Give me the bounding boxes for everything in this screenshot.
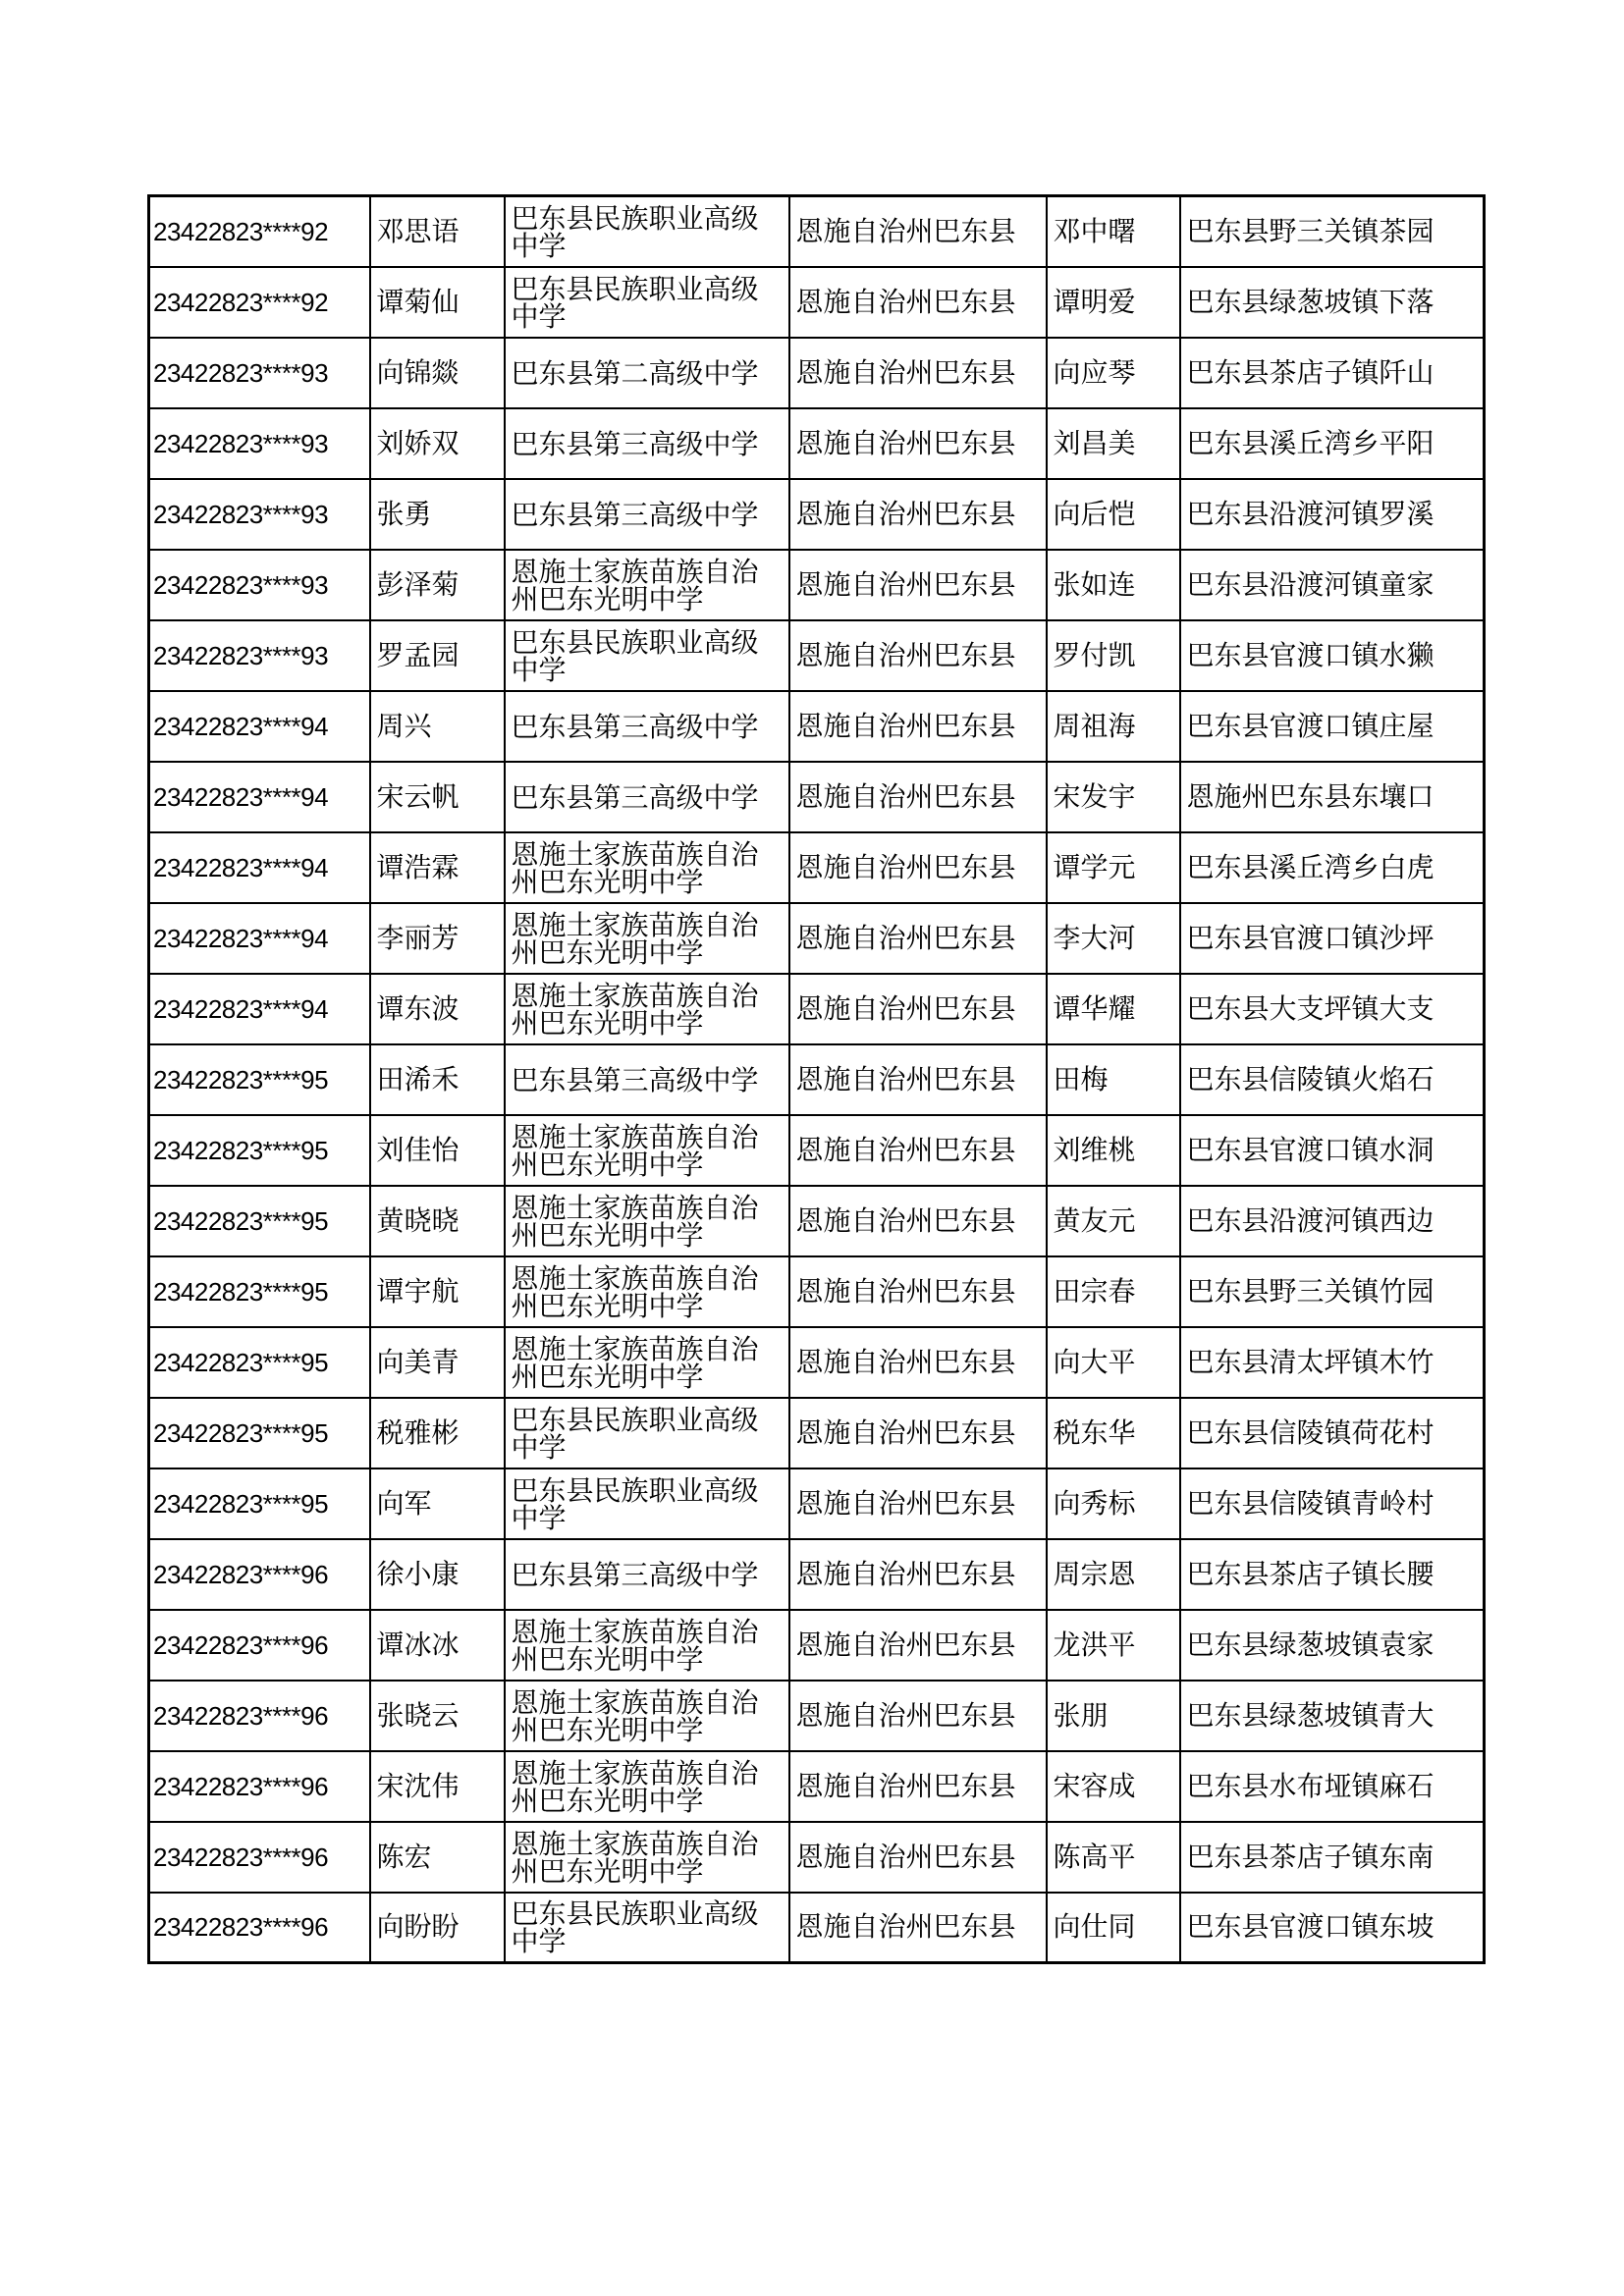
guardian-name-cell: 邓中曙	[1047, 196, 1180, 267]
student-name-cell: 陈宏	[370, 1822, 505, 1893]
address-cell: 巴东县沿渡河镇西边	[1180, 1186, 1485, 1256]
table-row	[149, 1468, 1485, 1539]
student-name-cell: 向盼盼	[370, 1893, 505, 1963]
region-cell: 恩施自治州巴东县	[789, 1822, 1047, 1893]
student-name-cell: 向锦燚	[370, 338, 505, 408]
table-row	[149, 620, 1485, 691]
address-cell: 巴东县沿渡河镇童家	[1180, 550, 1485, 620]
table-row	[149, 691, 1485, 762]
roster-table	[147, 194, 1486, 1964]
region-cell: 恩施自治州巴东县	[789, 1186, 1047, 1256]
address-cell: 巴东县官渡口镇庄屋	[1180, 691, 1485, 762]
id-cell: 23422823****93	[149, 408, 370, 479]
guardian-name-cell: 罗付凯	[1047, 620, 1180, 691]
guardian-name-cell: 田宗春	[1047, 1256, 1180, 1327]
student-name-cell: 李丽芳	[370, 903, 505, 974]
guardian-name-cell: 向秀标	[1047, 1468, 1180, 1539]
guardian-name-cell: 田梅	[1047, 1044, 1180, 1115]
region-cell: 恩施自治州巴东县	[789, 620, 1047, 691]
guardian-name-cell: 谭华耀	[1047, 974, 1180, 1044]
student-name-cell: 宋云帆	[370, 762, 505, 832]
address-cell: 巴东县沿渡河镇罗溪	[1180, 479, 1485, 550]
school-cell: 恩施土家族苗族自治州巴东光明中学	[505, 1186, 789, 1256]
table-row	[149, 903, 1485, 974]
id-cell: 23422823****96	[149, 1681, 370, 1751]
student-name-cell: 向美青	[370, 1327, 505, 1398]
school-cell: 恩施土家族苗族自治州巴东光明中学	[505, 903, 789, 974]
guardian-name-cell: 向大平	[1047, 1327, 1180, 1398]
student-name-cell: 税雅彬	[370, 1398, 505, 1468]
student-name-cell: 谭菊仙	[370, 267, 505, 338]
student-name-cell: 田浠禾	[370, 1044, 505, 1115]
id-cell: 23422823****93	[149, 620, 370, 691]
table-row	[149, 974, 1485, 1044]
student-name-cell: 周兴	[370, 691, 505, 762]
table-row	[149, 1751, 1485, 1822]
id-cell: 23422823****93	[149, 338, 370, 408]
table-row	[149, 1610, 1485, 1681]
student-name-cell: 黄晓晓	[370, 1186, 505, 1256]
region-cell: 恩施自治州巴东县	[789, 196, 1047, 267]
guardian-name-cell: 陈高平	[1047, 1822, 1180, 1893]
id-cell: 23422823****95	[149, 1398, 370, 1468]
school-cell: 恩施土家族苗族自治州巴东光明中学	[505, 550, 789, 620]
region-cell: 恩施自治州巴东县	[789, 267, 1047, 338]
address-cell: 巴东县信陵镇荷花村	[1180, 1398, 1485, 1468]
school-cell: 巴东县民族职业高级中学	[505, 1893, 789, 1963]
school-cell: 恩施土家族苗族自治州巴东光明中学	[505, 974, 789, 1044]
address-cell: 巴东县官渡口镇水洞	[1180, 1115, 1485, 1186]
region-cell: 恩施自治州巴东县	[789, 1751, 1047, 1822]
guardian-name-cell: 张如连	[1047, 550, 1180, 620]
guardian-name-cell: 周祖海	[1047, 691, 1180, 762]
table-row	[149, 550, 1485, 620]
student-name-cell: 谭冰冰	[370, 1610, 505, 1681]
address-cell: 巴东县信陵镇青岭村	[1180, 1468, 1485, 1539]
school-cell: 恩施土家族苗族自治州巴东光明中学	[505, 1681, 789, 1751]
school-cell: 巴东县民族职业高级中学	[505, 267, 789, 338]
table-row	[149, 762, 1485, 832]
guardian-name-cell: 税东华	[1047, 1398, 1180, 1468]
id-cell: 23422823****94	[149, 903, 370, 974]
id-cell: 23422823****96	[149, 1822, 370, 1893]
id-cell: 23422823****96	[149, 1751, 370, 1822]
school-cell: 巴东县民族职业高级中学	[505, 1398, 789, 1468]
region-cell: 恩施自治州巴东县	[789, 1610, 1047, 1681]
address-cell: 巴东县茶店子镇阡山	[1180, 338, 1485, 408]
table-row	[149, 1822, 1485, 1893]
region-cell: 恩施自治州巴东县	[789, 1256, 1047, 1327]
id-cell: 23422823****93	[149, 550, 370, 620]
id-cell: 23422823****92	[149, 196, 370, 267]
guardian-name-cell: 谭学元	[1047, 832, 1180, 903]
school-cell: 巴东县第三高级中学	[505, 1539, 789, 1610]
address-cell: 巴东县野三关镇茶园	[1180, 196, 1485, 267]
region-cell: 恩施自治州巴东县	[789, 1044, 1047, 1115]
table-row	[149, 1256, 1485, 1327]
region-cell: 恩施自治州巴东县	[789, 691, 1047, 762]
school-cell: 巴东县第二高级中学	[505, 338, 789, 408]
guardian-name-cell: 宋发宇	[1047, 762, 1180, 832]
table-row	[149, 408, 1485, 479]
table-row	[149, 1398, 1485, 1468]
school-cell: 恩施土家族苗族自治州巴东光明中学	[505, 1610, 789, 1681]
region-cell: 恩施自治州巴东县	[789, 1893, 1047, 1963]
address-cell: 巴东县绿葱坡镇袁家	[1180, 1610, 1485, 1681]
school-cell: 恩施土家族苗族自治州巴东光明中学	[505, 1256, 789, 1327]
address-cell: 恩施州巴东县东壤口	[1180, 762, 1485, 832]
table-row	[149, 832, 1485, 903]
student-name-cell: 刘娇双	[370, 408, 505, 479]
id-cell: 23422823****96	[149, 1610, 370, 1681]
school-cell: 恩施土家族苗族自治州巴东光明中学	[505, 1327, 789, 1398]
address-cell: 巴东县信陵镇火焰石	[1180, 1044, 1485, 1115]
guardian-name-cell: 向仕同	[1047, 1893, 1180, 1963]
address-cell: 巴东县野三关镇竹园	[1180, 1256, 1485, 1327]
id-cell: 23422823****95	[149, 1468, 370, 1539]
address-cell: 巴东县水布垭镇麻石	[1180, 1751, 1485, 1822]
region-cell: 恩施自治州巴东县	[789, 338, 1047, 408]
address-cell: 巴东县清太坪镇木竹	[1180, 1327, 1485, 1398]
region-cell: 恩施自治州巴东县	[789, 1398, 1047, 1468]
school-cell: 巴东县第三高级中学	[505, 762, 789, 832]
school-cell: 恩施土家族苗族自治州巴东光明中学	[505, 832, 789, 903]
table-row	[149, 267, 1485, 338]
region-cell: 恩施自治州巴东县	[789, 1539, 1047, 1610]
table-row	[149, 1327, 1485, 1398]
student-name-cell: 向军	[370, 1468, 505, 1539]
address-cell: 巴东县官渡口镇东坡	[1180, 1893, 1485, 1963]
table-row	[149, 1539, 1485, 1610]
student-name-cell: 张晓云	[370, 1681, 505, 1751]
student-name-cell: 谭东波	[370, 974, 505, 1044]
region-cell: 恩施自治州巴东县	[789, 1468, 1047, 1539]
guardian-name-cell: 刘昌美	[1047, 408, 1180, 479]
guardian-name-cell: 龙洪平	[1047, 1610, 1180, 1681]
region-cell: 恩施自治州巴东县	[789, 1681, 1047, 1751]
id-cell: 23422823****96	[149, 1539, 370, 1610]
address-cell: 巴东县官渡口镇沙坪	[1180, 903, 1485, 974]
id-cell: 23422823****93	[149, 479, 370, 550]
table-row	[149, 338, 1485, 408]
address-cell: 巴东县官渡口镇水獭	[1180, 620, 1485, 691]
school-cell: 巴东县第三高级中学	[505, 1044, 789, 1115]
school-cell: 巴东县第三高级中学	[505, 691, 789, 762]
region-cell: 恩施自治州巴东县	[789, 479, 1047, 550]
guardian-name-cell: 张朋	[1047, 1681, 1180, 1751]
address-cell: 巴东县溪丘湾乡平阳	[1180, 408, 1485, 479]
school-cell: 恩施土家族苗族自治州巴东光明中学	[505, 1822, 789, 1893]
table-row	[149, 1044, 1485, 1115]
id-cell: 23422823****96	[149, 1893, 370, 1963]
student-name-cell: 张勇	[370, 479, 505, 550]
table-row	[149, 479, 1485, 550]
school-cell: 恩施土家族苗族自治州巴东光明中学	[505, 1115, 789, 1186]
guardian-name-cell: 向应琴	[1047, 338, 1180, 408]
guardian-name-cell: 周宗恩	[1047, 1539, 1180, 1610]
address-cell: 巴东县绿葱坡镇下落	[1180, 267, 1485, 338]
id-cell: 23422823****95	[149, 1256, 370, 1327]
student-name-cell: 刘佳怡	[370, 1115, 505, 1186]
table-row	[149, 196, 1485, 267]
table-row	[149, 1681, 1485, 1751]
region-cell: 恩施自治州巴东县	[789, 762, 1047, 832]
school-cell: 巴东县第三高级中学	[505, 479, 789, 550]
address-cell: 巴东县茶店子镇长腰	[1180, 1539, 1485, 1610]
id-cell: 23422823****94	[149, 691, 370, 762]
address-cell: 巴东县茶店子镇东南	[1180, 1822, 1485, 1893]
region-cell: 恩施自治州巴东县	[789, 408, 1047, 479]
student-name-cell: 谭浩霖	[370, 832, 505, 903]
table-row	[149, 1893, 1485, 1963]
student-name-cell: 宋沈伟	[370, 1751, 505, 1822]
guardian-name-cell: 李大河	[1047, 903, 1180, 974]
student-name-cell: 罗孟园	[370, 620, 505, 691]
school-cell: 巴东县民族职业高级中学	[505, 1468, 789, 1539]
region-cell: 恩施自治州巴东县	[789, 903, 1047, 974]
guardian-name-cell: 向后恺	[1047, 479, 1180, 550]
id-cell: 23422823****92	[149, 267, 370, 338]
address-cell: 巴东县绿葱坡镇青大	[1180, 1681, 1485, 1751]
id-cell: 23422823****95	[149, 1186, 370, 1256]
school-cell: 巴东县第三高级中学	[505, 408, 789, 479]
school-cell: 巴东县民族职业高级中学	[505, 196, 789, 267]
region-cell: 恩施自治州巴东县	[789, 1115, 1047, 1186]
id-cell: 23422823****95	[149, 1044, 370, 1115]
guardian-name-cell: 宋容成	[1047, 1751, 1180, 1822]
student-name-cell: 彭泽菊	[370, 550, 505, 620]
guardian-name-cell: 刘维桃	[1047, 1115, 1180, 1186]
school-cell: 巴东县民族职业高级中学	[505, 620, 789, 691]
id-cell: 23422823****95	[149, 1327, 370, 1398]
region-cell: 恩施自治州巴东县	[789, 974, 1047, 1044]
school-cell: 恩施土家族苗族自治州巴东光明中学	[505, 1751, 789, 1822]
id-cell: 23422823****94	[149, 762, 370, 832]
region-cell: 恩施自治州巴东县	[789, 1327, 1047, 1398]
id-cell: 23422823****94	[149, 974, 370, 1044]
region-cell: 恩施自治州巴东县	[789, 550, 1047, 620]
address-cell: 巴东县大支坪镇大支	[1180, 974, 1485, 1044]
guardian-name-cell: 黄友元	[1047, 1186, 1180, 1256]
region-cell: 恩施自治州巴东县	[789, 832, 1047, 903]
table-row	[149, 1115, 1485, 1186]
id-cell: 23422823****95	[149, 1115, 370, 1186]
id-cell: 23422823****94	[149, 832, 370, 903]
student-name-cell: 邓思语	[370, 196, 505, 267]
student-name-cell: 谭宇航	[370, 1256, 505, 1327]
student-name-cell: 徐小康	[370, 1539, 505, 1610]
address-cell: 巴东县溪丘湾乡白虎	[1180, 832, 1485, 903]
table-row	[149, 1186, 1485, 1256]
roster-table-body	[149, 196, 1485, 1963]
guardian-name-cell: 谭明爱	[1047, 267, 1180, 338]
